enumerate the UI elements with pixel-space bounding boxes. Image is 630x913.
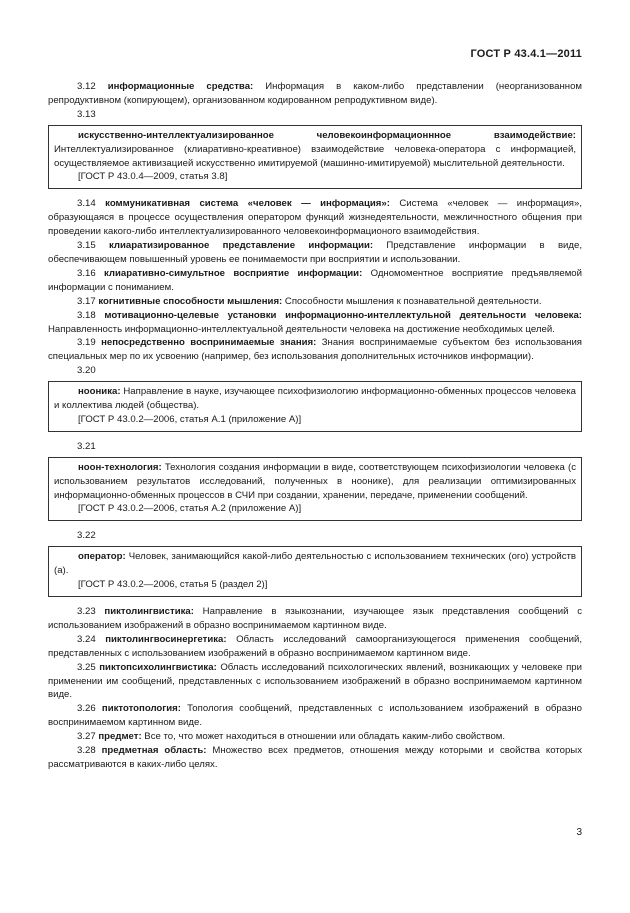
- item-number: 3.25: [77, 661, 96, 673]
- term: коммуникативная система «человек — информация»:: [105, 198, 390, 210]
- definition-3-17: [48, 295, 582, 309]
- definition-text: Технология создания информации в виде, соответствующем психофизиологии человека (с использованием результатов исследований, полученных в ноонике), для реализации оптимизированных информационно-обменных процессов в СЧИ при создании, хранении, передаче, применении сообщений.: [54, 461, 576, 501]
- item-number-3-13: 3.13: [77, 108, 96, 120]
- item-number: 3.26: [77, 703, 96, 715]
- item-number: 3.17: [77, 295, 96, 307]
- definition-3-16: [48, 267, 582, 295]
- definition-text: Направление в науке, изучающее психофизиологию информационно-обменных процессов человека и коллектива людей (общества).: [54, 386, 576, 412]
- source-reference: [ГОСТ Р 43.0.4—2009, статья 3.8]: [78, 171, 228, 183]
- item-number-3-22: 3.22: [77, 530, 96, 542]
- term: нооника:: [78, 386, 121, 398]
- definition-3-26: [48, 702, 582, 730]
- definition-3-25: [48, 661, 582, 703]
- term: мотивационно-целевые установки информационно-интеллектульной деятельности человека:: [104, 309, 582, 321]
- quoted-definition-3-13: [48, 125, 582, 190]
- quoted-definition-3-22: [48, 546, 582, 597]
- term: пиктолингвосинергетика:: [105, 633, 227, 645]
- item-number: 3.27: [77, 731, 96, 743]
- source-reference: [ГОСТ Р 43.0.2—2006, статья А.2 (приложение А)]: [78, 503, 302, 515]
- quoted-definition-3-21: [48, 457, 582, 522]
- item-number: 3.23: [77, 606, 96, 617]
- item-number: 3.18: [77, 309, 96, 321]
- item-number-3-21: 3.21: [77, 440, 96, 452]
- page-number: 3: [576, 827, 582, 838]
- quoted-definition-text: [54, 550, 576, 578]
- term: пиктопсихолингвистика:: [99, 661, 217, 673]
- definition-3-19: [48, 336, 582, 364]
- term: информационные средства:: [107, 81, 254, 92]
- item-number: 3.19: [77, 337, 96, 349]
- definition-3-24: [48, 633, 582, 661]
- definition-3-27: [48, 730, 582, 744]
- term: непосредственно воспринимаемые знания:: [101, 337, 317, 349]
- definition-text: Знания воспринимаемые субъектом без использования специальных мер по их усвоению (например, без использования дополнительных источников информации).: [48, 337, 583, 363]
- definition-3-28: [48, 744, 582, 772]
- definition-3-18: [48, 309, 582, 337]
- definition-text: Одномоментное восприятие предъявляемой информации с пониманием.: [48, 267, 582, 293]
- definition-text: Информация в каком-либо представлении (неорганизованном репродуктивном (копирующем), организованном кодированном репродуктивном виде).: [48, 81, 582, 106]
- term: предмет:: [98, 731, 142, 743]
- definition-text: Область исследований психологических явлений, возникающих у человеке при применении им сообщений, представленных с использованием изображений в образно воспринимаемом картинном виде.: [48, 661, 582, 701]
- document-body: [48, 80, 582, 772]
- item-number: 3.15: [77, 240, 96, 252]
- definition-text: Направленность информационно-интеллектуальной деятельности человека на достижение необходимых целей.: [48, 323, 555, 335]
- definition-3-23: [48, 605, 582, 633]
- quoted-definition-text: [54, 461, 576, 503]
- term: ноон-технология:: [78, 461, 162, 473]
- definition-3-12: [48, 80, 582, 108]
- term: искусственно-интеллектуализированное человекоинформационнное взаимодействие:: [78, 129, 576, 141]
- term: когнитивные способности мышления:: [98, 295, 283, 307]
- definition-text: Система «человек — информация», образующаяся в процессе осуществления оператором функций жизнедеятельности, межличностного общения при проведении какого-либо интеллектуализированного человекоинформационого взаимодействия.: [48, 198, 583, 238]
- quoted-definition-text: [54, 129, 576, 171]
- definition-text: Способности мышления к познавательной деятельности.: [282, 295, 542, 307]
- item-number: 3.28: [77, 745, 96, 757]
- definition-text: Область исследований самоорганизующегося применения сообщений, представленных с использованием изображений в образно воспринимаемом картинном виде.: [48, 633, 582, 659]
- definition-3-14: [48, 197, 582, 239]
- source-reference: [ГОСТ Р 43.0.2—2006, статья А.1 (приложение А)]: [78, 413, 302, 425]
- definition-text: Интеллектуализированное (клиаративно-креативное) взаимодействие человека-оператора с информацией, осуществляемое активизацией искусственно имитируемой (машинно-имитируемой) мыслительной деятельности.: [54, 143, 576, 169]
- quoted-definition-3-20: [48, 381, 582, 432]
- term: предметная область:: [101, 745, 207, 757]
- definition-text: Представление информации в виде, обеспечивающем повышенный уровень ее понимаемости при восприятии и использовании.: [48, 240, 583, 265]
- item-number: 3.14: [77, 198, 96, 210]
- definition-text: Топология сообщений, представленных с использованием изображений в образно воспринимаемом картинном виде.: [48, 703, 582, 729]
- item-number: 3.12: [77, 81, 96, 92]
- term: пиктотопология:: [101, 703, 181, 715]
- definition-text: Все то, что может находиться в отношении или обладать каким-либо свойством.: [141, 731, 506, 743]
- definition-text: Направление в языкознании, изучающее язык представления сообщений с использованием изображений в образно воспринимаемом картинном виде.: [48, 606, 582, 631]
- item-number: 3.16: [77, 267, 96, 279]
- term: клиаративно-симультное восприятие информации:: [103, 267, 363, 279]
- term: клиаратизированное представление информации:: [109, 240, 374, 252]
- definition-text: Множество всех предметов, отношения между которыми и свойства которых рассматриваются в каких-либо целях.: [48, 745, 582, 770]
- quoted-definition-text: [54, 385, 576, 413]
- item-number: 3.24: [77, 633, 96, 645]
- source-reference: [ГОСТ Р 43.0.2—2006, статья 5 (раздел 2)]: [78, 579, 268, 591]
- item-number-3-20: 3.20: [77, 365, 96, 377]
- definition-text: Человек, занимающийся какой-либо деятельностью с использованием технических (ого) устройств (а).: [54, 551, 576, 577]
- document-header: ГОСТ Р 43.4.1—2011: [470, 48, 582, 60]
- term: оператор:: [78, 551, 126, 563]
- definition-3-15: [48, 239, 582, 267]
- term: пиктолингвистика:: [104, 606, 194, 617]
